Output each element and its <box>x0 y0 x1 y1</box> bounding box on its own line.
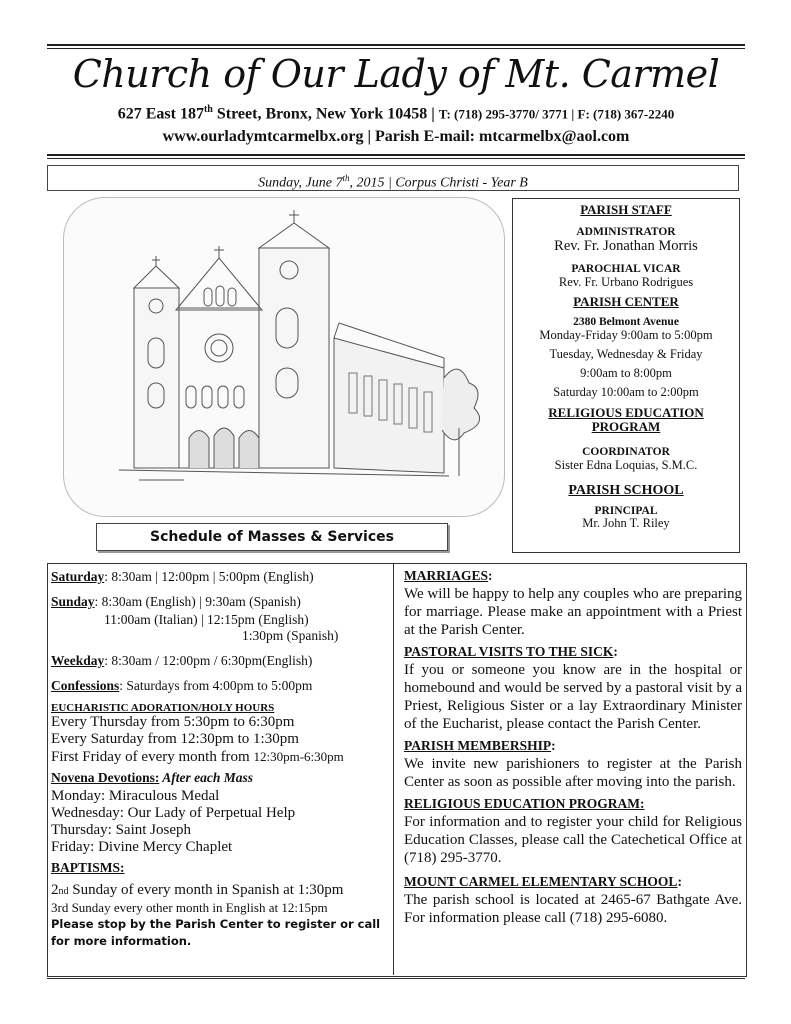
church-drawing-icon <box>64 198 504 516</box>
center-hours-2: Tuesday, Wednesday & Friday <box>549 347 703 361</box>
novena-label: Novena Devotions: <box>51 770 160 785</box>
vicar-title: PAROCHIAL VICAR <box>571 263 681 275</box>
baptism-1 <box>51 882 391 900</box>
admin-name: Rev. Fr. Jonathan Morris <box>554 238 698 254</box>
novena-friday: Friday: Divine Mercy Chaplet <box>51 839 233 855</box>
address-main: 627 East 187 <box>117 105 204 123</box>
baptism-1c: Sunday of every month in Spanish at 1:30pm <box>68 882 344 898</box>
web-email-line: www.ourladymtcarmelbx.org | Parish E-mail: mtcarmelbx@aol.com <box>162 128 630 145</box>
principal-title: PRINCIPAL <box>594 505 658 517</box>
weekday-label: Weekday <box>51 653 105 668</box>
adoration-3a: First Friday of every month from <box>51 749 254 765</box>
baptism-2: 3rd Sunday every other month in English at 12:15pm <box>51 900 328 915</box>
sunday-label: Sunday <box>51 594 95 609</box>
weekday-times: : 8:30am / 12:00pm / 6:30pm(English) <box>104 653 313 668</box>
weekday-line <box>51 653 391 669</box>
church-illustration <box>63 197 505 517</box>
staff-heading: PARISH STAFF <box>580 202 672 217</box>
address-rest: Street, Bronx, New York 10458 | <box>212 105 439 123</box>
adoration-2: Every Saturday from 12:30pm to 1:30pm <box>51 731 299 747</box>
center-hours-1: Monday-Friday 9:00am to 5:00pm <box>539 328 713 342</box>
top-rule-thin <box>47 48 745 49</box>
center-hours-3: 9:00am to 8:00pm <box>580 366 672 380</box>
date-banner <box>47 165 739 191</box>
adoration-3b: 12:30pm-6:30pm <box>253 749 344 764</box>
phone-numbers: T: (718) 295-3770/ 3771 | F: (718) 367-2240 <box>438 106 675 122</box>
header-bottom-rule <box>47 154 745 156</box>
novena-thursday: Thursday: Saint Joseph <box>51 822 191 838</box>
marriages-heading-line <box>404 567 742 585</box>
parish-staff-box <box>512 198 740 553</box>
religious-ed-heading: RELIGIOUS EDUCATION PROGRAM <box>548 405 704 434</box>
membership-heading: PARISH MEMBERSHIP <box>404 738 552 753</box>
top-rule <box>47 44 745 46</box>
coordinator-title: COORDINATOR <box>582 446 670 458</box>
date-sup: th <box>342 173 350 183</box>
confessions-label: Confessions <box>51 678 120 693</box>
vicar-name: Rev. Fr. Urbano Rodrigues <box>558 275 694 289</box>
sunday-line <box>51 594 391 610</box>
header-bottom-rule-thin <box>47 158 745 159</box>
marriages-heading: MARRIAGES <box>404 568 489 583</box>
school-heading-line <box>404 873 742 891</box>
novena-monday: Monday: Miraculous Medal <box>51 788 220 804</box>
schedule-column <box>51 568 391 950</box>
baptism-1b: nd <box>58 886 69 897</box>
membership-heading-line <box>404 737 742 755</box>
info-column <box>404 567 742 927</box>
page-title: Church of Our Lady of Mt. Carmel <box>72 52 720 96</box>
school-colon: : <box>677 874 682 889</box>
bottom-rule <box>47 978 745 979</box>
sunday-times-1: : 8:30am (English) | 9:30am (Spanish) <box>94 594 301 609</box>
pastoral-colon: : <box>613 644 618 659</box>
date-prefix: Sunday, June 7 <box>258 175 343 191</box>
column-divider <box>393 563 394 975</box>
date-suffix: , 2015 | Corpus Christi - Year B <box>349 175 528 191</box>
elementary-school-text: The parish school is located at 2465-67 Bathgate Ave. For information please call (718) 295-6080. <box>404 892 742 926</box>
admin-title: ADMINISTRATOR <box>576 226 676 238</box>
saturday-line <box>51 569 391 585</box>
confessions-line <box>51 678 391 694</box>
center-hours-4: Saturday 10:00am to 2:00pm <box>553 385 699 399</box>
membership-colon: : <box>551 738 556 753</box>
novena-after: After each Mass <box>159 770 253 785</box>
adoration-heading: EUCHARISTIC ADORATION/HOLY HOURS <box>51 702 275 714</box>
sunday-times-2: 11:00am (Italian) | 12:15pm (English) <box>104 612 309 627</box>
sunday-times-3: 1:30pm (Spanish) <box>242 628 339 643</box>
schedule-label: Schedule of Masses & Services <box>96 523 448 551</box>
center-heading: PARISH CENTER <box>573 294 679 309</box>
address-line <box>47 104 745 123</box>
principal-name: Mr. John T. Riley <box>582 516 670 530</box>
pastoral-heading: PASTORAL VISITS TO THE SICK <box>404 644 614 659</box>
elementary-school-heading: MOUNT CARMEL ELEMENTARY SCHOOL <box>404 874 678 889</box>
pastoral-text: If you or someone you know are in the hospital or homebound and would be served by a pastoral visit by a Priest, Religious Sister or a lay Extraordinary Minister of the Eucharist, please contact the Parish Center. <box>404 662 742 732</box>
baptisms-heading: BAPTISMS: <box>51 860 125 875</box>
marriages-colon: : <box>488 568 493 583</box>
saturday-times: : 8:30am | 12:00pm | 5:00pm (English) <box>104 569 314 584</box>
saturday-label: Saturday <box>51 569 105 584</box>
novena-wednesday: Wednesday: Our Lady of Perpetual Help <box>51 805 296 821</box>
coordinator-name: Sister Edna Loquias, S.M.C. <box>554 458 698 472</box>
pastoral-heading-line <box>404 643 742 661</box>
membership-text: We invite new parishioners to register at the Parish Center as soon as possible after moving into the parish. <box>404 756 742 790</box>
baptism-1a: 2 <box>51 882 59 898</box>
religious-ed-program-text: For information and to register your child for Religious Education Classes, please call the Catechetical Office at (718) 295-3770. <box>404 814 742 866</box>
center-address: 2380 Belmont Avenue <box>573 316 679 328</box>
adoration-1: Every Thursday from 5:30pm to 6:30pm <box>51 714 295 730</box>
school-heading: PARISH SCHOOL <box>568 483 684 498</box>
confessions-times: : Saturdays from 4:00pm to 5:00pm <box>119 678 313 693</box>
address-sup: th <box>203 104 213 115</box>
marriages-text: We will be happy to help any couples who are preparing for marriage. Please make an appointment with a Priest at the Parish Center. <box>404 586 742 638</box>
novena-line <box>51 770 391 786</box>
baptism-note: Please stop by the Parish Center to register or call for more information. <box>51 917 381 948</box>
adoration-3 <box>51 748 391 766</box>
religious-ed-program-heading: RELIGIOUS EDUCATION PROGRAM: <box>404 796 645 811</box>
